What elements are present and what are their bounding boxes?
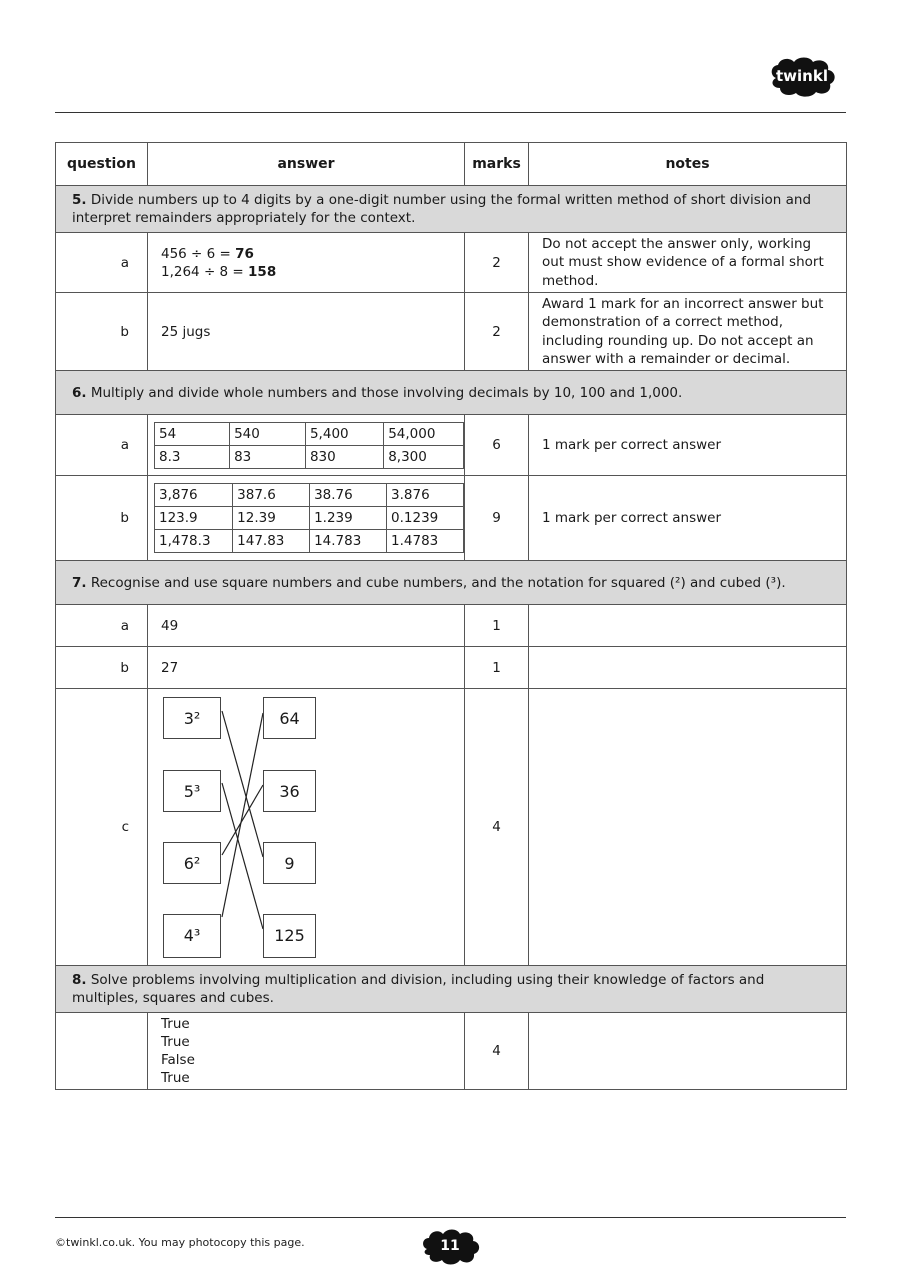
section-7-header bbox=[56, 561, 847, 605]
answer-cell: 25 jugs bbox=[148, 293, 465, 371]
grid-row: 54 540 5,400 54,000 bbox=[155, 422, 464, 445]
col-header-notes: notes bbox=[529, 143, 847, 186]
table-row bbox=[56, 689, 847, 966]
marks-cell: 2 bbox=[465, 233, 529, 293]
page-number: 11 bbox=[440, 1238, 460, 1254]
answer-cell: 456 ÷ 6 = 76 1,264 ÷ 8 = 158 bbox=[148, 233, 465, 293]
section-objective: Solve problems involving multiplication and division, including using their knowledge of factors and multiples, squares and cubes. bbox=[72, 972, 765, 1006]
grid-row: 1,478.3 147.83 14.783 1.4783 bbox=[155, 530, 464, 553]
header-row bbox=[56, 143, 847, 186]
col-header-marks: marks bbox=[465, 143, 529, 186]
question-label: b bbox=[56, 476, 148, 561]
table-row bbox=[56, 605, 847, 647]
header-rule bbox=[55, 112, 846, 113]
section-6-header bbox=[56, 371, 847, 415]
answer-grid bbox=[154, 422, 464, 469]
answer-cell: 49 bbox=[148, 605, 465, 647]
table-row bbox=[56, 233, 847, 293]
question-label: b bbox=[56, 293, 148, 371]
question-label bbox=[56, 1013, 148, 1090]
right-box: 125 bbox=[263, 914, 316, 958]
table-row bbox=[56, 415, 847, 476]
footer-rule bbox=[55, 1217, 846, 1218]
section-objective: Recognise and use square numbers and cube numbers, and the notation for squared (²) and cubed (³). bbox=[90, 574, 786, 591]
notes-cell bbox=[529, 605, 847, 647]
notes-cell: 1 mark per correct answer bbox=[529, 415, 847, 476]
marks-cell: 4 bbox=[465, 1013, 529, 1090]
answer-cell: True True False True bbox=[148, 1013, 465, 1090]
mark-scheme-table bbox=[55, 142, 847, 1090]
grid-row: 8.3 83 830 8,300 bbox=[155, 445, 464, 468]
col-header-answer: answer bbox=[148, 143, 465, 186]
notes-cell bbox=[529, 689, 847, 966]
marks-cell: 9 bbox=[465, 476, 529, 561]
answer-cell: 27 bbox=[148, 647, 465, 689]
section-number: 8. bbox=[72, 972, 87, 988]
section-number: 7. bbox=[72, 574, 87, 591]
table-row bbox=[56, 1013, 847, 1090]
matching-diagram bbox=[148, 690, 464, 964]
section-number: 5. bbox=[72, 192, 87, 208]
marks-cell: 2 bbox=[465, 293, 529, 371]
marks-cell: 1 bbox=[465, 605, 529, 647]
section-8-header bbox=[56, 966, 847, 1013]
answer-grid bbox=[154, 483, 464, 553]
answer-cell bbox=[148, 689, 465, 966]
notes-cell: Do not accept the answer only, working out must show evidence of a formal short method. bbox=[529, 233, 847, 293]
answer-cell bbox=[148, 476, 465, 561]
left-box: 5³ bbox=[163, 770, 221, 812]
section-number: 6. bbox=[72, 384, 87, 401]
left-box: 4³ bbox=[163, 914, 221, 958]
section-objective: Multiply and divide whole numbers and those involving decimals by 10, 100 and 1,000. bbox=[90, 384, 683, 401]
right-box: 9 bbox=[263, 842, 316, 884]
grid-row: 123.9 12.39 1.239 0.1239 bbox=[155, 507, 464, 530]
table-row bbox=[56, 476, 847, 561]
notes-cell bbox=[529, 1013, 847, 1090]
marks-cell: 6 bbox=[465, 415, 529, 476]
section-objective: Divide numbers up to 4 digits by a one-digit number using the formal written method of short division and interpret remainders appropriately for the context. bbox=[72, 192, 812, 226]
question-label: a bbox=[56, 415, 148, 476]
grid-row: 3,876 387.6 38.76 3.876 bbox=[155, 484, 464, 507]
question-label: b bbox=[56, 647, 148, 689]
section-5-header bbox=[56, 186, 847, 233]
marks-cell: 1 bbox=[465, 647, 529, 689]
twinkl-logo bbox=[768, 56, 838, 98]
right-box: 64 bbox=[263, 697, 316, 739]
svg-text:twinkl: twinkl bbox=[776, 67, 828, 85]
question-label: a bbox=[56, 605, 148, 647]
question-label: a bbox=[56, 233, 148, 293]
table-row bbox=[56, 293, 847, 371]
left-box: 3² bbox=[163, 697, 221, 739]
notes-cell: 1 mark per correct answer bbox=[529, 476, 847, 561]
copyright-text: ©twinkl.co.uk. You may photocopy this page. bbox=[55, 1236, 305, 1249]
table-row bbox=[56, 647, 847, 689]
right-box: 36 bbox=[263, 770, 316, 812]
answer-cell bbox=[148, 415, 465, 476]
marks-cell: 4 bbox=[465, 689, 529, 966]
col-header-question: question bbox=[56, 143, 148, 186]
question-label: c bbox=[56, 689, 148, 966]
notes-cell: Award 1 mark for an incorrect answer but demonstration of a correct method, including rounding up. Do not accept an answer with a remainder or decimal. bbox=[529, 293, 847, 371]
left-box: 6² bbox=[163, 842, 221, 884]
notes-cell bbox=[529, 647, 847, 689]
